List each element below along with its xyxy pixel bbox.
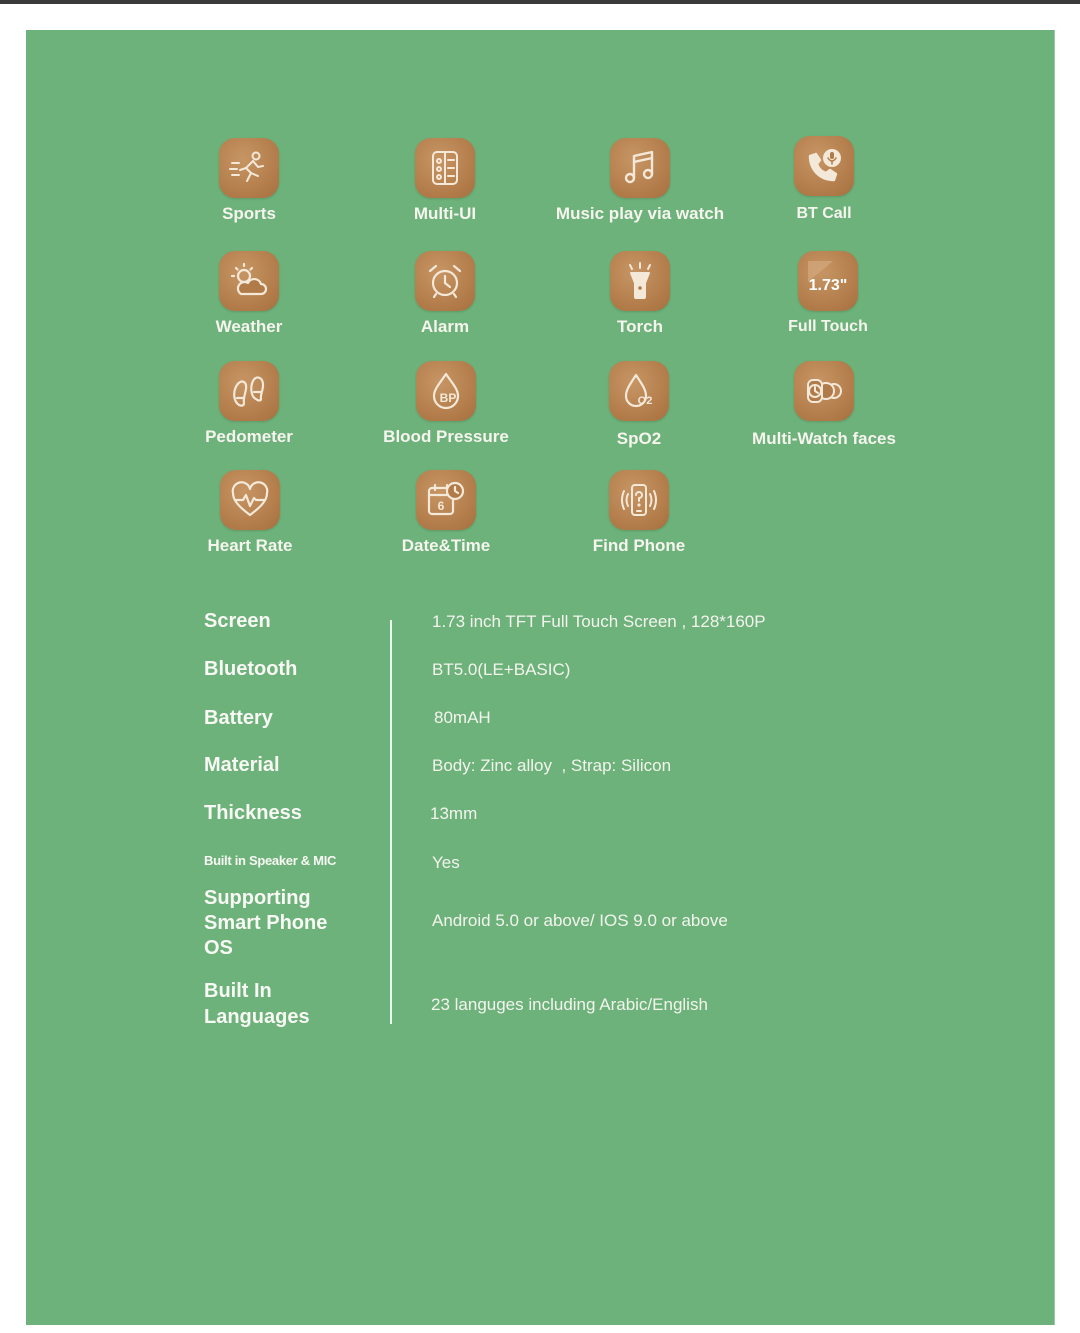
spec-value-speaker-mic: Yes: [432, 853, 460, 872]
feature-label: Find Phone: [592, 536, 686, 555]
spec-key-screen: Screen: [204, 610, 271, 632]
watch-faces-icon: [794, 361, 854, 421]
feature-torch: [540, 251, 740, 337]
running-person-icon: [219, 138, 279, 198]
spec-divider: [390, 620, 392, 1024]
feature-label: Alarm: [420, 317, 470, 336]
spec-key-thickness: Thickness: [204, 802, 302, 824]
feature-label: SpO2: [616, 429, 662, 448]
oxygen-drop-icon: [609, 361, 669, 421]
phone-search-icon: [609, 470, 669, 530]
feature-label: BT Call: [796, 205, 852, 222]
spec-key-speaker-mic: Built in Speaker & MIC: [204, 853, 337, 868]
music-note-icon: [610, 138, 670, 198]
flashlight-icon: [610, 251, 670, 311]
top-border: [0, 0, 1080, 4]
sun-cloud-icon: [219, 251, 279, 311]
spec-value-thickness: 13mm: [430, 804, 478, 823]
feature-label: Sports: [222, 204, 276, 223]
feature-bt-call: [724, 136, 924, 223]
spec-key-battery: Battery: [204, 707, 273, 729]
multi-ui-icon: [415, 138, 475, 198]
product-spec-panel: [26, 30, 1055, 1325]
feature-full-touch: [728, 251, 928, 336]
feature-label: Heart Rate: [207, 536, 293, 555]
feature-label: Torch: [617, 317, 663, 336]
screen-size-icon: [798, 251, 858, 311]
feature-music: [540, 138, 740, 224]
heart-pulse-icon: [220, 470, 280, 530]
feature-pedometer: [149, 361, 349, 447]
feature-weather: [149, 251, 349, 337]
feature-sports: [149, 138, 349, 224]
feature-date-time: [346, 470, 546, 556]
svg-text:6: 6: [437, 499, 445, 513]
spec-value-battery: 80mAH: [434, 708, 491, 727]
feature-label: Weather: [215, 317, 283, 336]
phone-mic-icon: [794, 136, 854, 196]
blood-drop-bp-icon: [416, 361, 476, 421]
svg-text:1.73": 1.73": [808, 277, 848, 294]
spec-value-screen: 1.73 inch TFT Full Touch Screen , 128*160P: [432, 612, 766, 631]
footprints-icon: [219, 361, 279, 421]
calendar-clock-icon: [416, 470, 476, 530]
spec-key-languages: Built In Languages: [204, 980, 310, 1028]
feature-find-phone: [539, 470, 739, 556]
feature-blood-pressure: [346, 361, 546, 447]
alarm-clock-icon: [415, 251, 475, 311]
spec-value-languages: 23 languges including Arabic/English: [431, 995, 708, 1014]
feature-label: Date&Time: [401, 536, 491, 555]
feature-label: Blood Pressure: [383, 427, 509, 446]
feature-label: Music play via watch: [555, 204, 725, 223]
spec-key-supported-os: Supporting Smart Phone OS: [204, 887, 328, 959]
svg-text:O2: O2: [637, 395, 653, 407]
spec-key-bluetooth: Bluetooth: [204, 658, 298, 680]
feature-alarm: [345, 251, 545, 337]
feature-label: Multi-UI: [413, 204, 477, 223]
spec-value-bluetooth: BT5.0(LE+BASIC): [432, 660, 571, 679]
feature-label: Multi-Watch faces: [752, 429, 896, 448]
feature-multi-watch-faces: [724, 361, 924, 449]
feature-label: Full Touch: [788, 318, 868, 335]
feature-heart-rate: [150, 470, 350, 556]
spec-value-supported-os: Android 5.0 or above/ IOS 9.0 or above: [432, 911, 728, 930]
spec-key-material: Material: [204, 754, 280, 776]
feature-multi-ui: [345, 138, 545, 224]
spec-value-material: Body: Zinc alloy , Strap: Silicon: [432, 756, 672, 775]
feature-label: Pedometer: [205, 427, 293, 446]
feature-spo2: [539, 361, 739, 449]
svg-text:BP: BP: [439, 391, 457, 405]
